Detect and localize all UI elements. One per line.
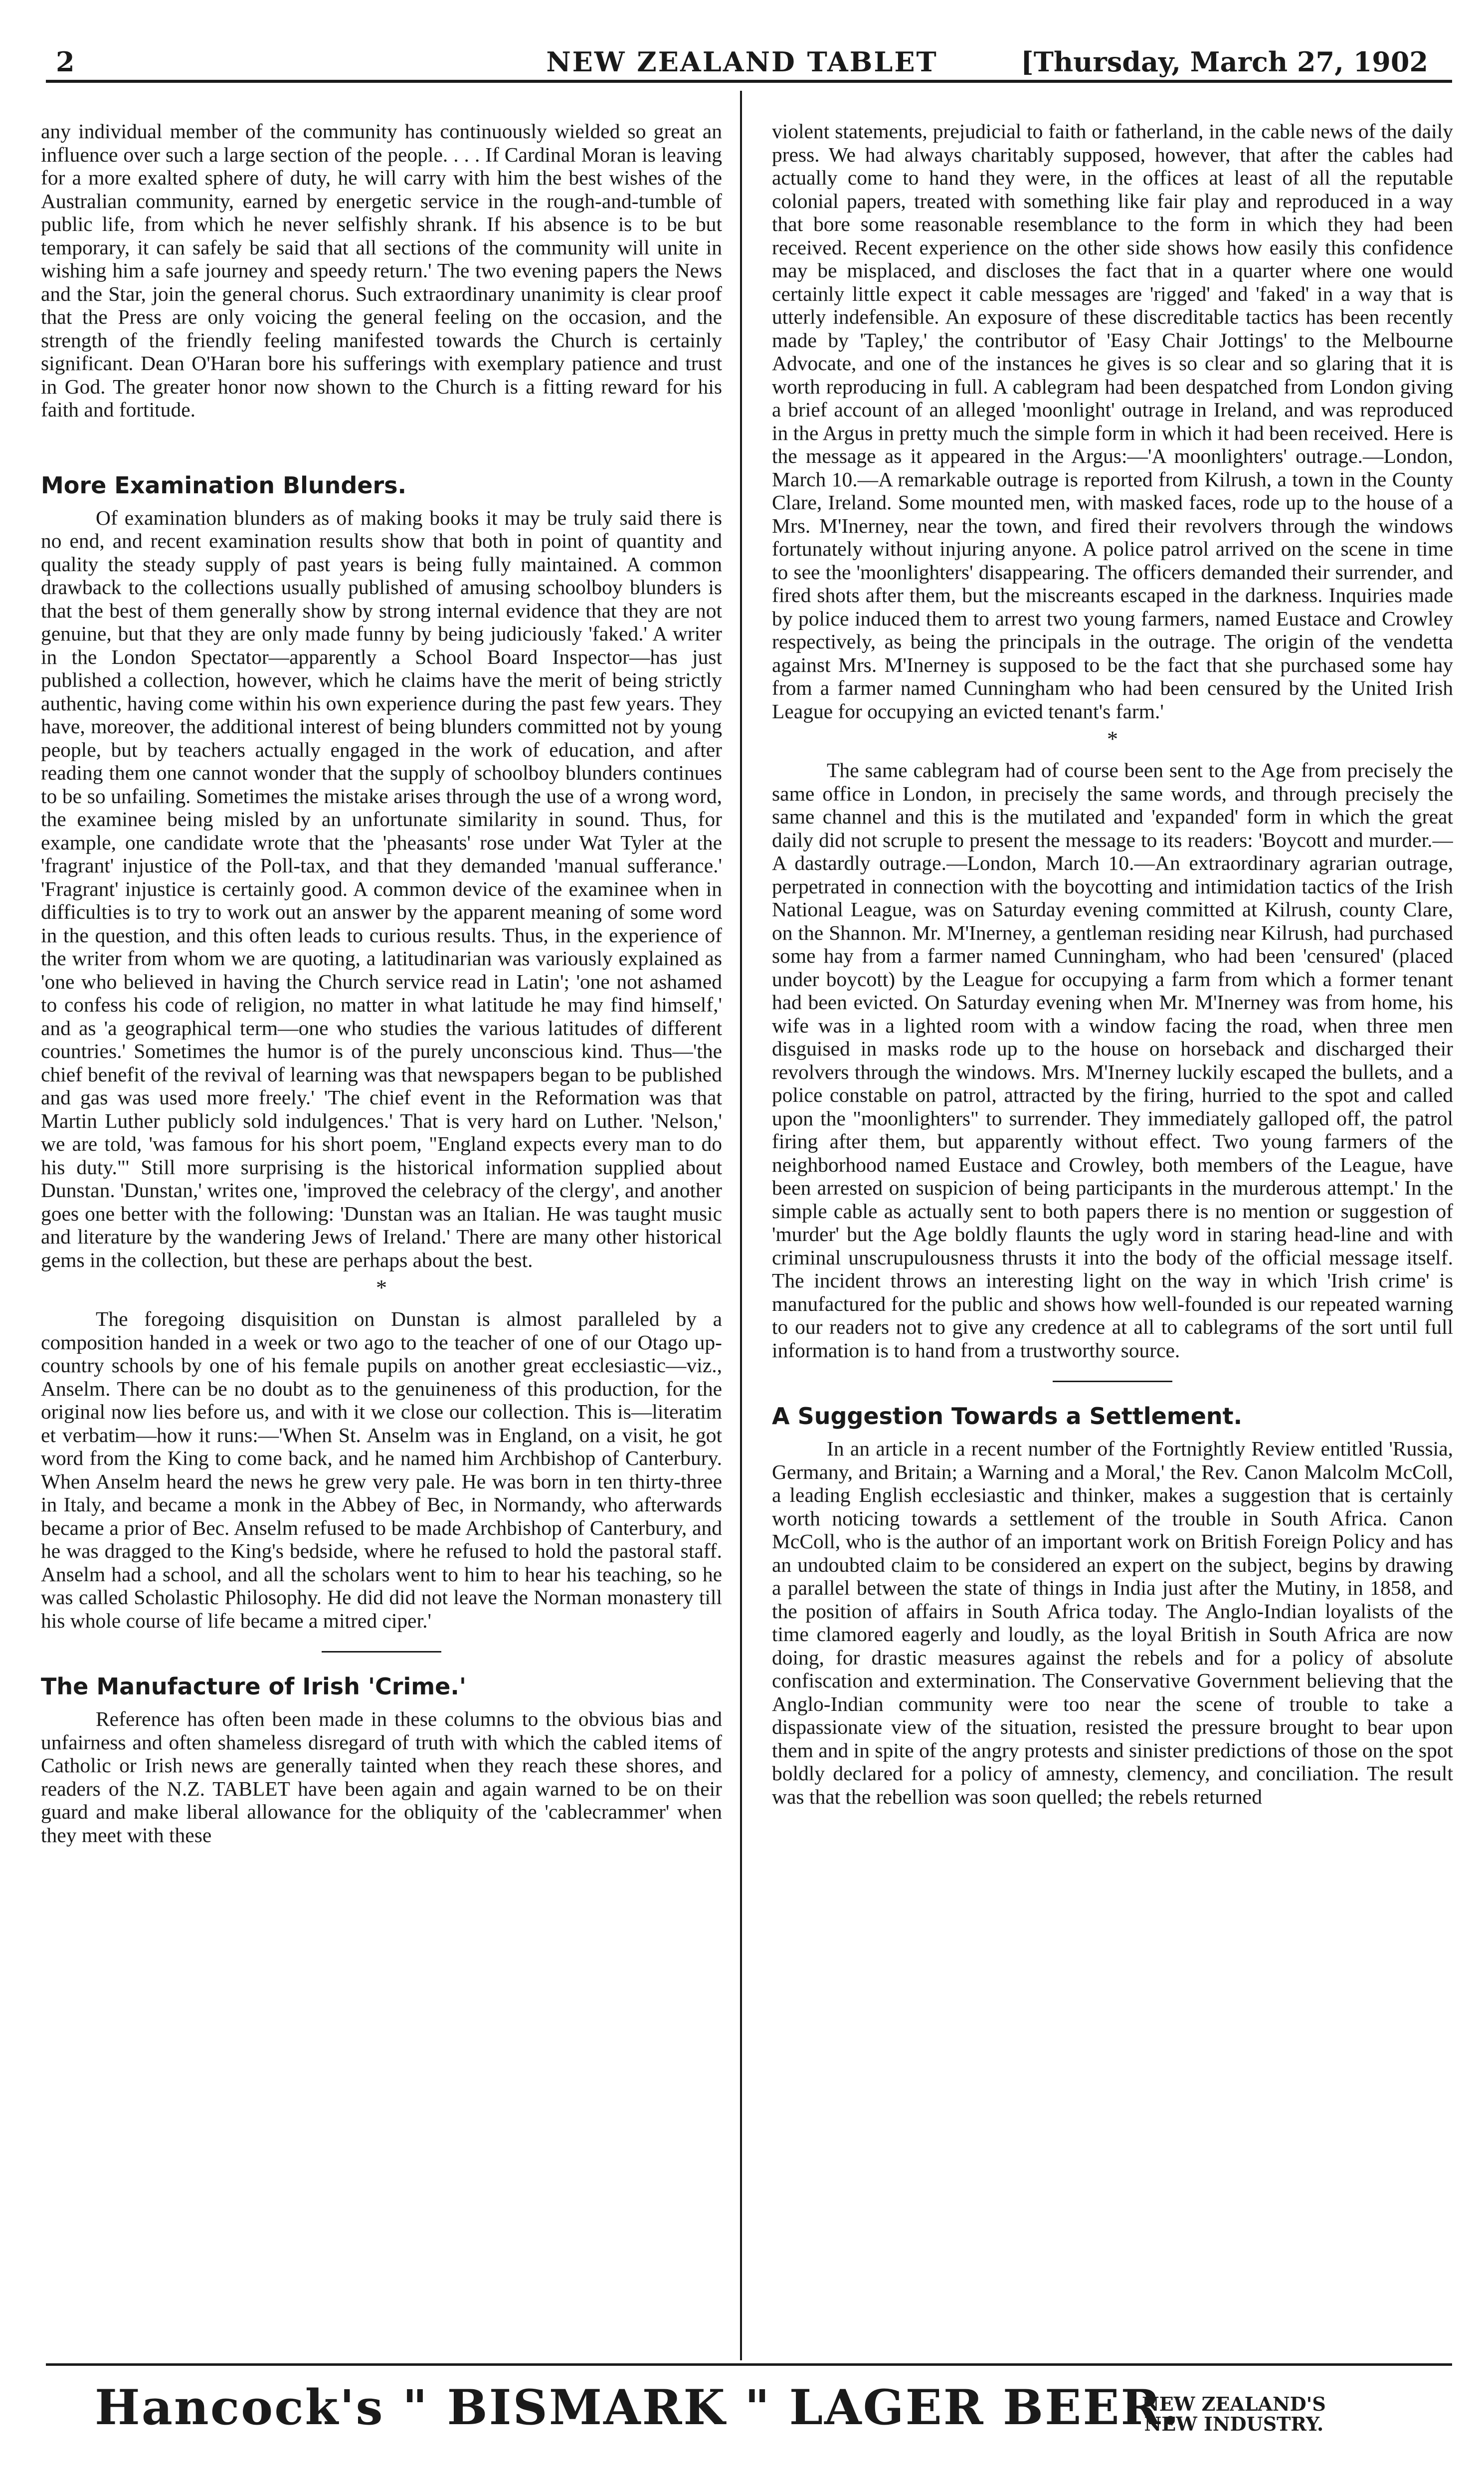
advertisement-headline: Hancock's " BISMARK " LAGER BEER. bbox=[95, 2379, 1180, 2436]
heading-examination-blunders: More Examination Blunders. bbox=[41, 471, 407, 499]
advertisement-tagline-line1: NEW ZEALAND'S bbox=[1142, 2393, 1326, 2415]
right-column bbox=[772, 120, 1453, 2379]
cable-news-paragraph: violent statements, prejudicial to faith or fatherland, in the cable news of the daily press. We had always charitably supposed, however, that after the cables had actually come to hand they were, in the offices at least of all the reputable colonial papers, treated with something like fair play and reproduced in a way that bore some reasonable resemblance to the form in which they had been received. Recent experience on the other side shows how easily this confidence may be misplaced, and discloses the fact that in a quarter where one would certainly little expect it cable messages are 'rigged' and 'faked' in a way that is utterly indefensible. An exposure of these discreditable tactics has been recently made by 'Tapley,' the contributor of 'Easy Chair Jottings' to the Melbourne Advocate, and one of the instances he gives is so clear and so glaring that it is worth reproducing in full. A cablegram had been despatched from London giving a brief account of an alleged 'moonlight' outrage in Ireland, and was reproduced in the Argus in pretty much the simple form in which it had been received. Here is the message as it appeared in the Argus:—'A moonlighters' outrage.—London, March 10.—A remarkable outrage is reported from Kilrush, a town in the County Clare, Ireland. Some mounted men, with masked faces, rode up to the house of a Mrs. M'Inerney, near the town, and fired their revolvers through the windows fortunately without injuring anyone. A police patrol arrived on the scene in time to see the 'moonlighters' disappearing. The officers demanded their surrender, and fired shots after them, but the miscreants escaped in the darkness. Inquiries made by police induced them to arrest two young farmers, named Eustace and Crowley respectively, as being the principals in the outrage. The origin of the vendetta against Mrs. M'Inerney is supposed to be the fact that she purchased some hay from a farmer named Cunningham who had been censured by the United Irish League for occupying an evicted tenant's farm.' bbox=[772, 120, 1453, 723]
heading-irish-crime: The Manufacture of Irish 'Crime.' bbox=[41, 1673, 466, 1700]
advertisement-tagline-line2: NEW INDUSTRY. bbox=[1144, 2413, 1324, 2435]
issue-date: [Thursday, March 27, 1902 bbox=[1021, 46, 1428, 78]
heading-settlement: A Suggestion Towards a Settlement. bbox=[772, 1403, 1243, 1430]
section-star: * bbox=[1107, 727, 1118, 751]
advertisement-tagline bbox=[1142, 2394, 1326, 2434]
examination-blunders-paragraph: Of examination blunders as of making books it may be truly said there is no end, and recent examination results show that both in point of quantity and quality the steady supply of past years is being fully maintained. A common drawback to the collections usually published of amusing schoolboy blunders is that the best of them generally show by strong internal evidence that they are not genuine, but that they are only made funny by being judiciously 'faked.' A writer in the London Spectator—apparently a School Board Inspector—has just published a collection, however, which he claims have the merit of being strictly authentic, having come within his own experience during the past few years. They have, moreover, the additional interest of being blunders committed not by young people, but by teachers actually engaged in the work of education, and after reading them one cannot wonder that the supply of schoolboy blunders continues to be so unfailing. Sometimes the mistake arises through the use of a wrong word, the examinee being misled by an unfortunate similarity in sound. Thus, for example, one candidate wrote that the 'pheasants' rose under Wat Tyler at the 'fragrant' injustice of the Poll-tax, and that they demanded 'manual sufferance.' 'Fragrant' injustice is certainly good. A common device of the examinee when in difficulties is to try to work out an answer by the apparent meaning of some word in the question, and this often leads to curious results. Thus, in the experience of the writer from whom we are quoting, a latitudinarian was variously explained as 'one who believed in having the Church service read in Latin'; 'one not ashamed to confess his code of religion, no matter in what latitude he may find himself,' and as 'a geographical term—one who studies the various latitudes of different countries.' Sometimes the humor is of the purely unconscious kind. Thus—'the chief benefit of the revival of learning was that newspapers began to be published and gas was used more freely.' 'The chief event in the Reformation was that Martin Luther publicly sold indulgences.' That is very hard on Luther. 'Nelson,' we are told, 'was famous for his short poem, "England expects every man to do his duty."' Still more surprising is the historical information supplied about Dunstan. 'Dunstan,' writes one, 'improved the celebracy of the clergy', and another goes one better with the following: 'Dunstan was an Italian. He was taught music and literature by the wandering Jews of Ireland.' There are many other historical gems in the collection, but these are perhaps about the best. bbox=[41, 506, 722, 1271]
page-number: 2 bbox=[56, 46, 75, 78]
settlement-paragraph: In an article in a recent number of the Fortnightly Review entitled 'Russia, Germany, and Britain; a Warning and a Moral,' the Rev. Canon Malcolm McColl, a leading English ecclesiastic and thinker, makes a suggestion that is certainly worth noticing towards a settlement of the trouble in South Africa. Canon McColl, who is the author of an important work on British Foreign Policy and has an undoubted claim to be considered an expert on the subject, begins by drawing a parallel between the state of things in India just after the Mutiny, in 1858, and the position of affairs in South Africa today. The Anglo-Indian loyalists of the time clamored eagerly and loudly, as the loyal British in South Africa are now doing, for drastic measures against the rebels and for a policy of absolute confiscation and extermination. The Conservative Government believing that the Anglo-Indian community were too near the scene of trouble to take a dispassionate view of the situation, resisted the pressure brought to bear upon them and in spite of the angry protests and sinister predictions of those on the spot boldly declared for a policy of amnesty, clemency, and conciliation. The result was that the rebellion was soon quelled; the rebels returned bbox=[772, 1437, 1453, 1808]
advert-rule bbox=[46, 2363, 1452, 2366]
column-divider bbox=[740, 91, 742, 2360]
age-cablegram-paragraph: The same cablegram had of course been sent to the Age from precisely the same office in London, in precisely the same words, and through precisely the same channel and this is the mutilated and 'expanded' form in which the great daily did not scruple to present the message to its readers: 'Boycott and murder.—A dastardly outrage.—London, March 10.—An extraordinary agrarian outrage, perpetrated in connection with the boycotting and intimidation tactics of the Irish National League, was on Saturday evening committed at Kilrush, county Clare, on the Shannon. Mr. M'Inerney, a gentleman residing near Kilrush, had purchased some hay from a farmer named Cunningham, who had been 'censured' (placed under boycott) by the League for occupying a farm from which a former tenant had been evicted. On Saturday evening when Mr. M'Inerney was from home, his wife was in a lighted room with a window facing the road, when three men disguised in masks rode up to the house on horseback and discharged their revolvers through the windows. Mrs. M'Inerney luckily escaped the bullets, and a police constable on patrol, attracted by the firing, hurried to the spot and called upon the "moonlighters" to surrender. They immediately galloped off, the patrol firing after them, but apparently without effect. Two young farmers of the neighborhood named Eustace and Crowley, both members of the League, have been arrested on suspicion of being participants in the murderous attempt.' In the simple cable as actually sent to both papers there is no mention or suggestion of 'murder' but the Age boldly flaunts the ugly word in staring head-line and with criminal unscrupulousness thrusts it into the body of the official message itself. The incident throws an interesting light on the way in which 'Irish crime' is manufactured for the public and shows how well-founded is our repeated warning to our readers not to give any credence at all to cablegrams of the sort until full information is to hand from a trustworthy source. bbox=[772, 759, 1453, 1362]
left-column bbox=[41, 120, 722, 2379]
masthead-rule bbox=[46, 80, 1452, 83]
intro-paragraph: any individual member of the community has continuously wielded so great an influence over such a large section of the people. . . . If Cardinal Moran is leaving for a more exalted sphere of duty, he will carry with him the best wishes of the Australian community, earned by energetic service in the rough-and-tumble of public life, from which he never selfishly shrank. If his absence is to be but temporary, it can safely be said that all sections of the community will unite in wishing him a safe journey and speedy return.' The two evening papers the News and the Star, join the general chorus. Such extraordinary unanimity is clear proof that the Press are only voicing the general feeling on the occasion, and the strength of the friendly feeling manifested towards the Church is certainly significant. Dean O'Haran bore his sufferings with exemplary patience and trust in God. The greater honor now shown to the Church is a fitting reward for his faith and fortitude. bbox=[41, 120, 722, 421]
section-gap bbox=[41, 421, 722, 451]
section-divider bbox=[1053, 1381, 1172, 1382]
irish-crime-paragraph: Reference has often been made in these columns to the obvious bias and unfairness and often shameless disregard of truth with which the cabled items of Catholic or Irish news are generally tainted when they reach these shores, and readers of the N.Z. TABLET have been again and again warned to be on their guard and make liberal allowance for the obliquity of the 'cablecrammer' when they meet with these bbox=[41, 1707, 722, 1847]
newspaper-title: NEW ZEALAND TABLET bbox=[546, 46, 938, 78]
anselm-paragraph: The foregoing disquisition on Dunstan is almost paralleled by a composition handed in a week or two ago to the teacher of one of our Otago up-country schools by one of his female pupils on another great ecclesiastic—viz., Anselm. There can be no doubt as to the genuineness of this production, for the original now lies before us, and with it we close our collection. This is—literatim et verbatim—how it runs:—'When St. Anselm was in England, on a visit, he got word from the King to come back, and he named him Archbishop of Canterbury. When Anselm heard the news he grew very pale. He was born in ten thirty-three in Italy, and became a monk in the Abbey of Bec, in Normandy, who afterwards became a prior of Bec. Anselm refused to be made Archbishop of Canterbury, and he was dragged to the King's bedside, where he refused to hold the pastoral staff. Anselm had a school, and all the scholars went to him to hear his teaching, so he was called Scholastic Philosophy. He did did not leave the Norman monastery till his whole course of life became a mitred ciper.' bbox=[41, 1307, 722, 1632]
masthead bbox=[36, 41, 1448, 81]
section-divider bbox=[322, 1651, 441, 1653]
section-star: * bbox=[376, 1275, 387, 1300]
